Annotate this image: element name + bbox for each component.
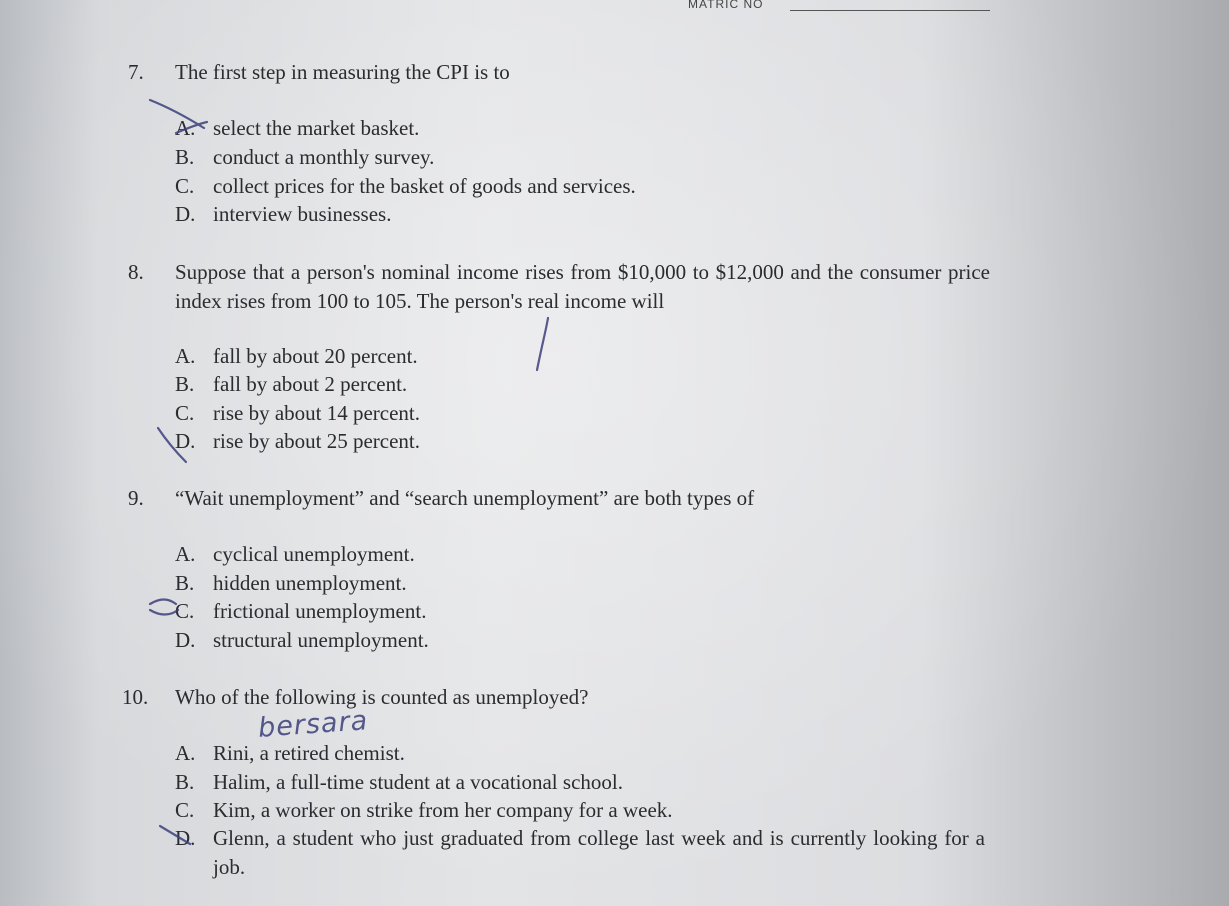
option-text: Rini, a retired chemist.	[213, 741, 405, 765]
option-7a[interactable]	[175, 114, 419, 143]
option-letter: B.	[175, 770, 195, 794]
question-number: 8.	[128, 260, 144, 284]
option-letter: D.	[175, 202, 196, 226]
option-text: rise by about 14 percent.	[213, 401, 421, 425]
option-7c[interactable]	[175, 172, 636, 201]
matric-no-blank-line	[790, 10, 990, 11]
option-letter: A.	[175, 542, 196, 566]
option-8d[interactable]	[175, 427, 420, 456]
question-text: Who of the following is counted as unemployed?	[175, 685, 589, 709]
option-text: rise by about 25 percent.	[213, 429, 421, 453]
question-number: 10.	[122, 685, 149, 709]
option-text: Kim, a worker on strike from her company for a week.	[213, 798, 673, 822]
option-text: interview businesses.	[213, 202, 392, 226]
option-letter: D.	[175, 628, 196, 652]
option-text: structural unemployment.	[213, 628, 429, 652]
option-text: fall by about 20 percent.	[213, 344, 418, 368]
option-text: Halim, a full-time student at a vocational school.	[213, 770, 623, 794]
option-letter: A.	[175, 741, 196, 765]
question-text: “Wait unemployment” and “search unemployment” are both types of	[175, 486, 755, 510]
option-letter: D.	[175, 429, 196, 453]
option-letter: A.	[175, 344, 196, 368]
option-8a[interactable]	[175, 342, 418, 371]
option-text: fall by about 2 percent.	[213, 372, 408, 396]
option-text: select the market basket.	[213, 116, 420, 140]
option-letter: C.	[175, 401, 195, 425]
option-letter: C.	[175, 599, 195, 623]
mark-9c-stroke-2	[150, 610, 178, 615]
option-letter: C.	[175, 798, 195, 822]
option-letter: B.	[175, 145, 195, 169]
question-number: 7.	[128, 60, 144, 84]
option-letter: C.	[175, 174, 195, 198]
handwritten-note: bersara	[257, 705, 370, 744]
option-text: hidden unemployment.	[213, 571, 407, 595]
question-number: 9.	[128, 486, 144, 510]
question-text: Suppose that a person's nominal income rises from $10,000 to $12,000 and the consumer price index rises from 100 to 105. The person's real income will	[175, 260, 990, 313]
option-9a[interactable]	[175, 540, 415, 569]
option-9c[interactable]	[175, 597, 426, 626]
mark-q8-stroke	[537, 318, 548, 370]
option-text: conduct a monthly survey.	[213, 145, 435, 169]
option-text: cyclical unemployment.	[213, 542, 415, 566]
mark-9c-stroke-1	[150, 600, 176, 605]
option-text: frictional unemployment.	[213, 599, 427, 623]
option-letter: D.	[175, 826, 196, 850]
option-8b[interactable]	[175, 370, 407, 399]
option-text: collect prices for the basket of goods and services.	[213, 174, 636, 198]
option-9d[interactable]	[175, 626, 429, 655]
option-7d[interactable]	[175, 200, 391, 229]
option-letter: B.	[175, 571, 195, 595]
option-10b[interactable]	[175, 768, 623, 797]
option-10c[interactable]	[175, 796, 673, 825]
option-8c[interactable]	[175, 399, 420, 428]
option-letter: B.	[175, 372, 195, 396]
option-letter: A.	[175, 116, 196, 140]
question-text: The first step in measuring the CPI is to	[175, 60, 510, 84]
option-10d[interactable]	[175, 824, 985, 882]
matric-no-label: MATRIC NO	[688, 0, 764, 11]
option-text: Glenn, a student who just graduated from college last week and is currently looking for a job.	[213, 826, 985, 879]
option-10a[interactable]	[175, 739, 405, 768]
option-7b[interactable]	[175, 143, 434, 172]
option-9b[interactable]	[175, 569, 407, 598]
